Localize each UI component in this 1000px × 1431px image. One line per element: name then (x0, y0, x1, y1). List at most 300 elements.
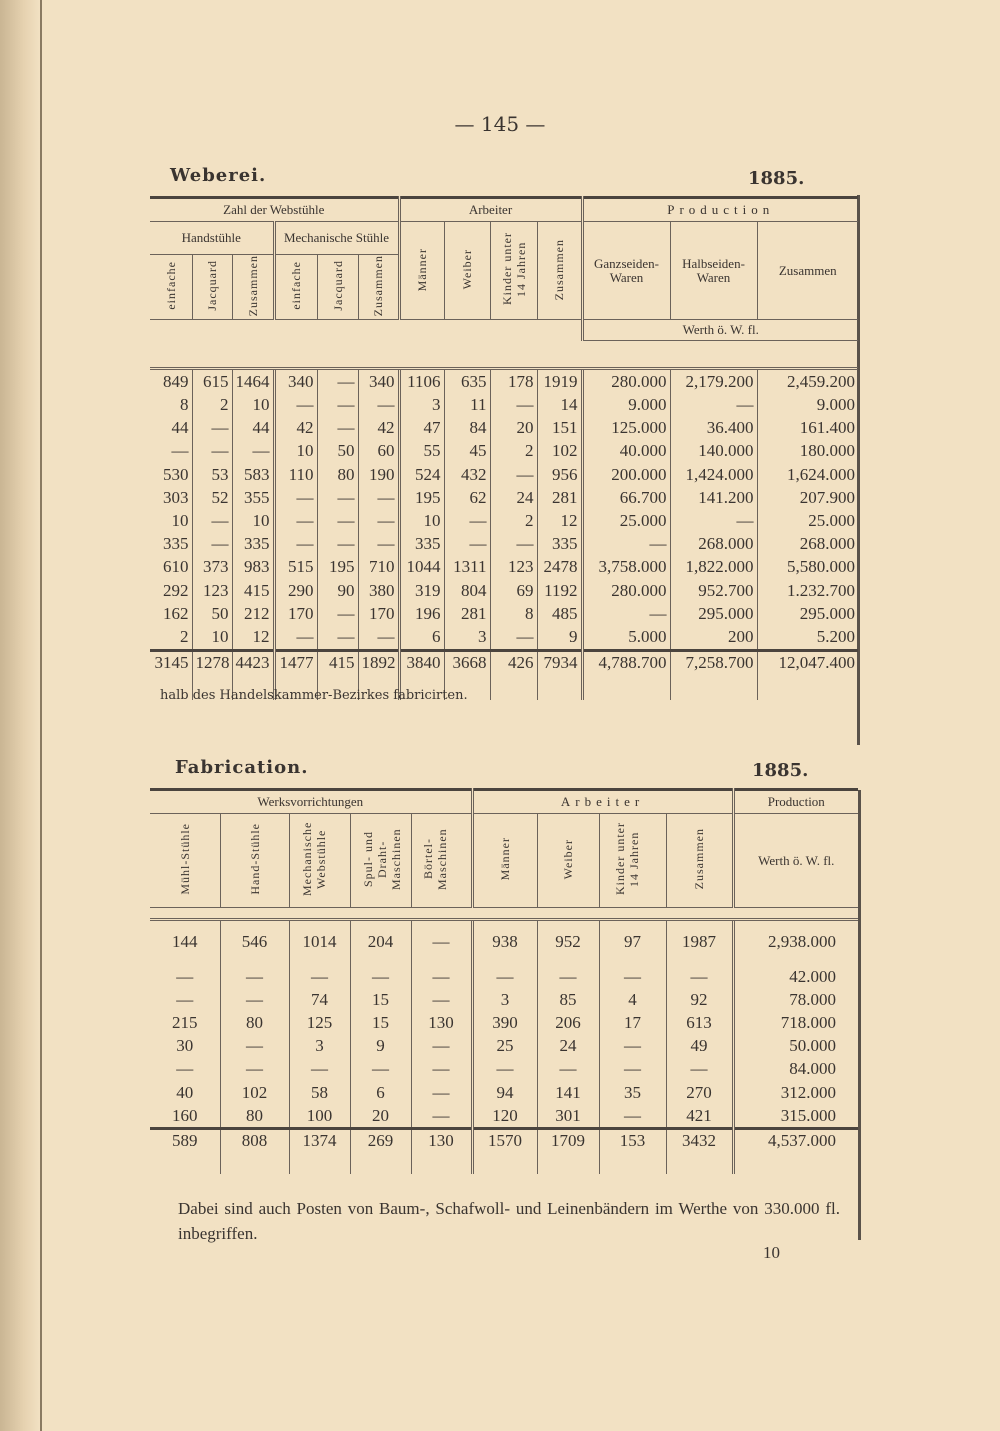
table-cell: 355 (232, 486, 274, 509)
table-cell: 1374 (289, 1129, 350, 1175)
table-cell: 268.000 (670, 533, 757, 556)
table-cell: 161.400 (757, 417, 858, 440)
year-weberei: 1885. (748, 168, 805, 189)
table-cell: 144 (172, 932, 198, 951)
page-number: — 145 — (454, 112, 546, 136)
table-cell (350, 953, 411, 965)
table-cell: 1892 (358, 650, 399, 700)
table-cell: 140.000 (670, 440, 757, 463)
column-header: Zusammen (692, 828, 707, 890)
table-cell (472, 953, 537, 965)
table-cell: — (490, 533, 537, 556)
table-cell: 849 (163, 371, 189, 391)
table-cell: 20 (350, 1104, 411, 1129)
table-cell: 42.000 (733, 965, 858, 988)
table-cell: 270 (666, 1081, 733, 1104)
table-cell: 24 (490, 486, 537, 509)
table-cell: 1919 (537, 369, 582, 394)
table-cell: 3 (289, 1035, 350, 1058)
table-cell: 319 (399, 579, 444, 602)
table-cell: — (358, 533, 399, 556)
table-cell: 515 (274, 556, 317, 579)
table-cell: 635 (444, 369, 490, 394)
table-cell: 613 (666, 1011, 733, 1034)
table-row (150, 1011, 858, 1034)
table-cell: 280.000 (582, 369, 670, 394)
table-border (858, 790, 861, 1240)
table-cell: 415 (232, 579, 274, 602)
table-cell: 280.000 (582, 579, 670, 602)
table-cell: 5.000 (582, 625, 670, 650)
table-cell (599, 953, 666, 965)
table-cell: 125.000 (582, 417, 670, 440)
col-mech-zusammen: Zusammen (371, 255, 385, 317)
table-cell: 130 (411, 1129, 472, 1175)
table-cell: 335 (537, 533, 582, 556)
table-cell: 4,788.700 (582, 650, 670, 700)
table-cell: 52 (192, 486, 232, 509)
table-cell: 25.000 (582, 509, 670, 532)
table-cell: — (317, 509, 358, 532)
table-cell: 180.000 (757, 440, 858, 463)
table-cell: — (274, 625, 317, 650)
table-cell: 10 (232, 394, 274, 417)
table-cell (411, 953, 472, 965)
footnote: Dabei sind auch Posten von Baum-, Schafwoll- und Leinenbändern im Werthe von 330.000 fl. inbegriffen. (178, 1199, 840, 1243)
table-cell: — (411, 1104, 472, 1129)
col-zusammen-production: Zusammen (757, 222, 858, 320)
table-cell: — (411, 988, 472, 1011)
col-kinder: Kinder unter 14 Jahren (499, 232, 528, 306)
year-fabrication: 1885. (752, 760, 809, 781)
table-row (150, 988, 858, 1011)
table-cell: — (411, 1035, 472, 1058)
table-cell: 315.000 (733, 1104, 858, 1129)
table-cell: — (220, 965, 289, 988)
table-row (150, 625, 858, 650)
fabrication-table (150, 788, 858, 1174)
table-cell: — (317, 486, 358, 509)
table-cell: 7934 (537, 650, 582, 700)
table-cell: 530 (163, 464, 189, 484)
table-cell: 49 (666, 1035, 733, 1058)
col-mech-jacquard: Jacquard (330, 260, 345, 311)
table-cell: 92 (666, 988, 733, 1011)
table-cell: 120 (472, 1104, 537, 1129)
table-cell: 80 (220, 1011, 289, 1034)
table-cell: 162 (163, 603, 189, 623)
table-cell: — (444, 509, 490, 532)
table-row (150, 1058, 858, 1081)
table-cell: 40 (176, 1082, 194, 1102)
table-cell: 1570 (472, 1129, 537, 1175)
table-cell: 3 (444, 625, 490, 650)
col-maenner: Männer (415, 247, 429, 291)
table-cell: — (490, 463, 537, 486)
table-cell: 301 (537, 1104, 599, 1129)
table-cell: 14 (537, 394, 582, 417)
table-cell: — (358, 625, 399, 650)
header-werth: Werth ö. W. fl. (733, 814, 858, 908)
table-cell: 36.400 (670, 417, 757, 440)
table-cell: 50.000 (733, 1035, 858, 1058)
col-zusammen-arbeiter: Zusammen (552, 238, 566, 300)
table-row (150, 440, 858, 463)
table-cell: 2 (490, 440, 537, 463)
table-cell: 335 (232, 533, 274, 556)
table-cell: 415 (317, 650, 358, 700)
table-cell: 2,938.000 (733, 920, 858, 954)
table-cell: — (472, 965, 537, 988)
table-cell: 200 (670, 625, 757, 650)
table-cell: — (171, 441, 189, 461)
table-cell: 7,258.700 (670, 650, 757, 700)
table-cell: — (537, 1058, 599, 1081)
table-cell: 30 (176, 1036, 194, 1056)
table-cell: 432 (444, 463, 490, 486)
col-hand-einfache: einfache (163, 261, 178, 310)
table-cell: — (274, 509, 317, 532)
table-cell: 17 (599, 1011, 666, 1034)
table-cell: 589 (150, 1129, 220, 1175)
table-cell: 84.000 (733, 1058, 858, 1081)
table-cell: 10 (192, 625, 232, 650)
table-cell: 952 (537, 920, 599, 954)
table-cell: — (599, 1058, 666, 1081)
table-cell: — (317, 369, 358, 394)
table-cell: 45 (444, 440, 490, 463)
table-cell: 3668 (444, 650, 490, 700)
table-cell: — (472, 1058, 537, 1081)
table-cell: 303 (163, 487, 189, 507)
table-cell: 42 (358, 417, 399, 440)
table-cell (537, 953, 599, 965)
header-arbeiter: Arbeiter (472, 790, 733, 814)
table-cell: 1044 (399, 556, 444, 579)
table-cell: — (411, 1081, 472, 1104)
table-cell: 170 (358, 602, 399, 625)
table-cell: 80 (220, 1104, 289, 1129)
table-cell: — (411, 965, 472, 988)
table-cell: — (670, 394, 757, 417)
table-cell: — (317, 417, 358, 440)
table-cell: 215 (172, 1012, 198, 1032)
table-cell: 804 (444, 579, 490, 602)
col-weiber: Weiber (460, 248, 474, 290)
table-cell: 102 (537, 440, 582, 463)
header-werth: Werth ö. W. fl. (582, 320, 858, 341)
column-header: Weiber (561, 838, 576, 880)
col-ganzseiden: Ganzseiden-Waren (582, 222, 670, 320)
table-cell: 47 (399, 417, 444, 440)
table-cell: 66.700 (582, 486, 670, 509)
table-cell: 335 (163, 534, 189, 554)
table-cell: 956 (537, 463, 582, 486)
table-row (150, 1081, 858, 1104)
table-cell: 2 (180, 626, 189, 646)
table-cell (666, 953, 733, 965)
table-cell: 3145 (150, 650, 192, 700)
table-row (150, 579, 858, 602)
table-cell: — (582, 533, 670, 556)
table-cell: 9.000 (757, 394, 858, 417)
table-cell: 44 (171, 418, 189, 438)
table-cell: 110 (274, 463, 317, 486)
table-cell: 295.000 (670, 602, 757, 625)
table-cell: 1,624.000 (757, 463, 858, 486)
table-cell: 2478 (537, 556, 582, 579)
table-cell: 12 (232, 625, 274, 650)
table-cell: 1192 (537, 579, 582, 602)
table-row (150, 369, 858, 394)
table-cell: — (350, 1058, 411, 1081)
table-cell: 2,459.200 (757, 369, 858, 394)
table-cell: 53 (192, 463, 232, 486)
table-cell: — (192, 509, 232, 532)
table-cell: 125 (289, 1011, 350, 1034)
table-cell: — (599, 965, 666, 988)
table-cell: — (358, 486, 399, 509)
table-cell: — (274, 533, 317, 556)
table-cell: 10 (171, 511, 189, 531)
table-cell: 40.000 (582, 440, 670, 463)
table-cell: 84 (444, 417, 490, 440)
table-row (150, 509, 858, 532)
table-cell: — (599, 1104, 666, 1129)
table-cell: 3432 (666, 1129, 733, 1175)
table-cell: — (317, 394, 358, 417)
table-cell: 373 (192, 556, 232, 579)
page-edge (0, 0, 40, 1431)
table-cell: — (666, 965, 733, 988)
table-cell: 5,580.000 (757, 556, 858, 579)
table-cell: 58 (289, 1081, 350, 1104)
table-cell: 24 (537, 1035, 599, 1058)
table-cell: — (220, 1035, 289, 1058)
note-text: halb des Handelskammer-Bezirkes fabricirten. (160, 688, 468, 703)
table-cell: 160 (172, 1105, 198, 1125)
table-cell: — (220, 1058, 289, 1081)
table-row (150, 1035, 858, 1058)
table-cell: 42 (274, 417, 317, 440)
table-cell: 141.200 (670, 486, 757, 509)
table-cell: 983 (232, 556, 274, 579)
table-row (150, 394, 858, 417)
table-cell: — (176, 1059, 194, 1079)
table-cell: — (232, 440, 274, 463)
table-cell: 20 (490, 417, 537, 440)
column-header: Kinder unter 14 Jahren (612, 822, 641, 896)
table-cell: 97 (599, 920, 666, 954)
table-cell: 9.000 (582, 394, 670, 417)
table-cell: 2,179.200 (670, 369, 757, 394)
table-cell: 50 (317, 440, 358, 463)
table-cell: 130 (411, 1011, 472, 1034)
table-cell: 3 (399, 394, 444, 417)
col-hand-jacquard: Jacquard (205, 260, 219, 311)
table-cell: 1987 (666, 920, 733, 954)
binding-line (40, 0, 42, 1431)
table-cell: 335 (399, 533, 444, 556)
table-cell: 11 (444, 394, 490, 417)
table-cell: — (317, 602, 358, 625)
table-cell: 69 (490, 579, 537, 602)
table-cell: 268.000 (757, 533, 858, 556)
table-cell: 340 (274, 369, 317, 394)
table-cell: — (317, 625, 358, 650)
table-cell: 4423 (232, 650, 274, 700)
table-cell: 426 (490, 650, 537, 700)
table-cell: — (192, 533, 232, 556)
table-cell: 195 (399, 486, 444, 509)
table-cell: 44 (232, 417, 274, 440)
table-cell: 1278 (192, 650, 232, 700)
table-cell: — (289, 965, 350, 988)
table-cell: — (490, 394, 537, 417)
header-mechanische: Mechanische Stühle (274, 222, 399, 255)
table-cell: 94 (472, 1081, 537, 1104)
table-cell: — (599, 1035, 666, 1058)
table-row (150, 533, 858, 556)
table-cell: 4 (599, 988, 666, 1011)
table-cell: 524 (399, 463, 444, 486)
table-row (150, 417, 858, 440)
table-cell: — (192, 440, 232, 463)
column-header: Mühl-Stühle (177, 823, 192, 895)
table-cell: — (537, 965, 599, 988)
table-cell: — (411, 920, 472, 954)
col-mech-einfache: einfache (289, 261, 303, 310)
table-cell: — (444, 533, 490, 556)
table-cell: — (490, 625, 537, 650)
table-cell (289, 953, 350, 965)
table-cell: 290 (274, 579, 317, 602)
table-cell: 195 (317, 556, 358, 579)
table-cell: — (274, 486, 317, 509)
table-cell: 9 (537, 625, 582, 650)
table-cell: — (317, 533, 358, 556)
table-cell: 100 (289, 1104, 350, 1129)
table-row (150, 556, 858, 579)
table-cell: 15 (350, 1011, 411, 1034)
table-cell: 390 (472, 1011, 537, 1034)
table-cell: — (582, 602, 670, 625)
column-header: Börtel-Maschinen (421, 828, 450, 890)
table-cell: 204 (350, 920, 411, 954)
table-cell: 178 (490, 369, 537, 394)
table-cell (733, 953, 858, 965)
table-cell (220, 953, 289, 965)
table-cell: 281 (444, 602, 490, 625)
table-cell: 3,758.000 (582, 556, 670, 579)
table-cell: 123 (192, 579, 232, 602)
table-cell: 292 (163, 580, 189, 600)
table-cell: 123 (490, 556, 537, 579)
table-cell: 85 (537, 988, 599, 1011)
table-cell: 710 (358, 556, 399, 579)
table-cell: — (670, 509, 757, 532)
table-cell: 615 (192, 369, 232, 394)
table-cell: 312.000 (733, 1081, 858, 1104)
table-cell: 200.000 (582, 463, 670, 486)
table-cell: 1,424.000 (670, 463, 757, 486)
column-header: Spul- und Draht-Maschinen (360, 828, 403, 890)
table-cell: 2 (490, 509, 537, 532)
table-cell: — (176, 989, 194, 1009)
table-cell: 952.700 (670, 579, 757, 602)
table-cell: 808 (220, 1129, 289, 1175)
table-cell: 25.000 (757, 509, 858, 532)
header-production: Production (582, 198, 858, 222)
table-cell: 1,822.000 (670, 556, 757, 579)
header-production: Production (733, 790, 858, 814)
table-cell: 12,047.400 (757, 650, 858, 700)
table-cell: 1464 (232, 369, 274, 394)
table-cell: 55 (399, 440, 444, 463)
table-cell: 10 (274, 440, 317, 463)
table-row (150, 965, 858, 988)
table-cell: 3 (472, 988, 537, 1011)
table-cell: 74 (289, 988, 350, 1011)
table-cell: 60 (358, 440, 399, 463)
table-cell: 50 (192, 602, 232, 625)
table-cell: 8 (180, 395, 189, 415)
table-cell: 718.000 (733, 1011, 858, 1034)
table-cell: — (666, 1058, 733, 1081)
table-cell: 583 (232, 463, 274, 486)
table-row (150, 953, 858, 965)
table-cell: 485 (537, 602, 582, 625)
table-cell: 269 (350, 1129, 411, 1175)
table-cell: 62 (444, 486, 490, 509)
table-cell: 421 (666, 1104, 733, 1129)
table-cell: 153 (599, 1129, 666, 1175)
table-cell: 90 (317, 579, 358, 602)
table-cell: 9 (350, 1035, 411, 1058)
header-werksvorrichtungen: Werksvorrichtungen (150, 790, 472, 814)
table-cell (150, 953, 220, 965)
table-cell: 206 (537, 1011, 599, 1034)
header-webstuehle: Zahl der Webstühle (150, 198, 399, 222)
header-arbeiter: Arbeiter (399, 198, 582, 222)
table-cell: 12 (537, 509, 582, 532)
table-cell: 35 (599, 1081, 666, 1104)
table-cell: 25 (472, 1035, 537, 1058)
table-row (150, 486, 858, 509)
table-cell: 80 (317, 463, 358, 486)
section-title-weberei: Weberei. (170, 165, 267, 186)
table-row (150, 463, 858, 486)
table-cell: 196 (399, 602, 444, 625)
table-cell: — (411, 1058, 472, 1081)
table-cell: 1014 (289, 920, 350, 954)
table-cell: 190 (358, 463, 399, 486)
table-cell: 1106 (399, 369, 444, 394)
table-cell: 2 (192, 394, 232, 417)
col-halbseiden: Halbseiden-Waren (670, 222, 757, 320)
table-cell: — (176, 966, 194, 986)
table-cell: 212 (232, 602, 274, 625)
weberei-table (150, 196, 858, 700)
table-cell: 170 (274, 602, 317, 625)
table-cell: 938 (472, 920, 537, 954)
table-cell: 1709 (537, 1129, 599, 1175)
table-cell: 1477 (274, 650, 317, 700)
table-cell: — (358, 509, 399, 532)
table-cell: 78.000 (733, 988, 858, 1011)
table-cell: — (350, 965, 411, 988)
table-cell: 546 (220, 920, 289, 954)
